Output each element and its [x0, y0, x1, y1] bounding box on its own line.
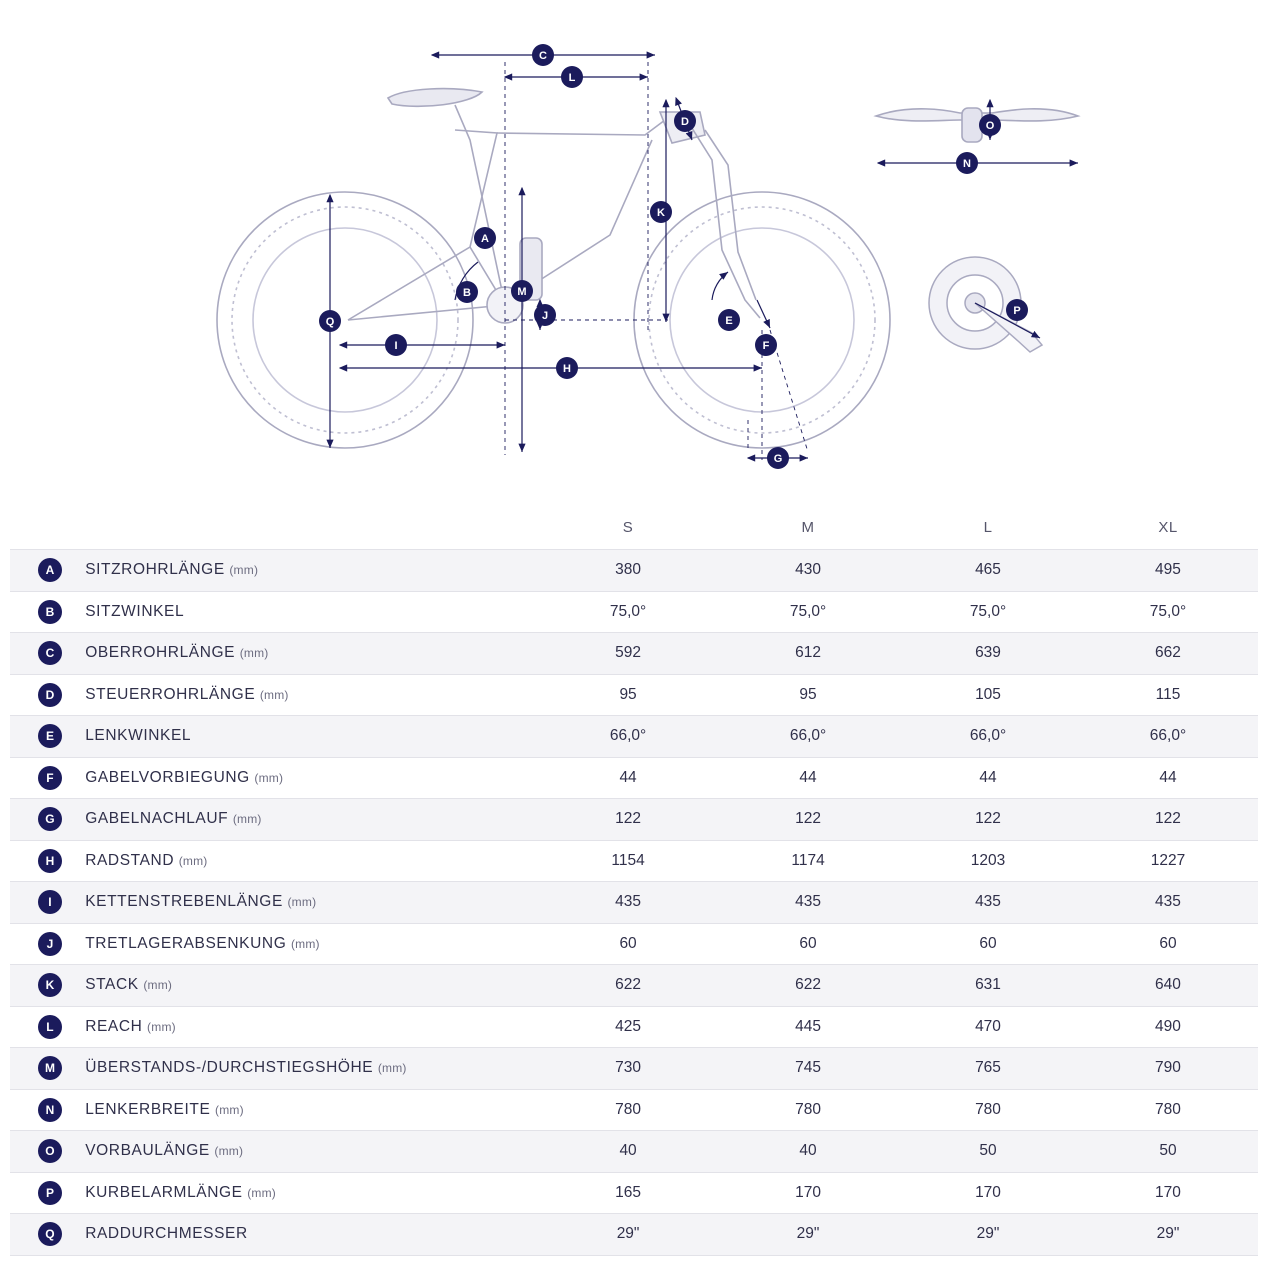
size-label: M	[801, 518, 815, 536]
header-size-l	[898, 505, 1078, 550]
row-unit: (mm)	[143, 978, 173, 993]
value-l: 29"	[898, 1214, 1078, 1256]
svg-text:B: B	[463, 287, 471, 299]
value-xl: 640	[1078, 965, 1258, 1007]
svg-text:K: K	[657, 207, 665, 219]
table-row	[10, 550, 1258, 592]
diagram-callouts	[319, 44, 1028, 469]
row-label	[81, 923, 538, 965]
value-m: 435	[718, 882, 898, 924]
row-label	[81, 633, 538, 675]
svg-text:Q: Q	[325, 316, 335, 328]
badge-d: D	[38, 683, 62, 707]
row-badge	[10, 1006, 81, 1048]
table-row	[10, 1089, 1258, 1131]
svg-text:F: F	[762, 340, 770, 352]
value-m: 170	[718, 1172, 898, 1214]
row-name: KURBELARMLÄNGE	[85, 1183, 243, 1201]
value-m: 95	[718, 674, 898, 716]
value-xl: 50	[1078, 1131, 1258, 1173]
value-l: 105	[898, 674, 1078, 716]
callout-L	[561, 66, 583, 88]
callout-N	[956, 152, 978, 174]
value-l: 170	[898, 1172, 1078, 1214]
row-label	[81, 1214, 538, 1256]
callout-M	[511, 280, 533, 302]
value-s: 95	[538, 674, 718, 716]
value-l: 66,0°	[898, 716, 1078, 758]
row-badge	[10, 716, 81, 758]
svg-text:A: A	[481, 233, 489, 245]
value-xl: 115	[1078, 674, 1258, 716]
row-badge	[10, 757, 81, 799]
table-row	[10, 757, 1258, 799]
row-badge	[10, 882, 81, 924]
row-name: SITZROHRLÄNGE	[85, 561, 225, 579]
callout-O	[979, 114, 1001, 136]
badge-g: G	[38, 807, 62, 831]
row-badge	[10, 1089, 81, 1131]
row-unit: (mm)	[215, 1102, 244, 1117]
badge-m: M	[38, 1056, 62, 1080]
badge-i: I	[38, 890, 62, 914]
value-xl: 29"	[1078, 1214, 1258, 1256]
value-m: 44	[718, 757, 898, 799]
table-row	[10, 799, 1258, 841]
badge-c: C	[38, 641, 62, 665]
row-name: KETTENSTREBENLÄNGE	[85, 893, 283, 911]
row-name: ÜBERSTANDS-/DURCHSTIEGSHÖHE	[85, 1059, 374, 1077]
value-xl: 170	[1078, 1172, 1258, 1214]
row-label	[81, 799, 538, 841]
value-xl: 495	[1078, 550, 1258, 592]
row-label	[81, 591, 538, 633]
table-row	[10, 840, 1258, 882]
row-unit: (mm)	[254, 770, 284, 785]
row-name: REACH	[85, 1017, 143, 1035]
row-unit: (mm)	[247, 1185, 276, 1200]
row-name: LENKERBREITE	[85, 1100, 211, 1118]
table-header-row	[10, 505, 1258, 550]
value-m: 40	[718, 1131, 898, 1173]
bike-outline	[217, 89, 890, 448]
value-s: 380	[538, 550, 718, 592]
row-badge	[10, 591, 81, 633]
value-xl: 75,0°	[1078, 591, 1258, 633]
value-m: 122	[718, 799, 898, 841]
value-xl: 435	[1078, 882, 1258, 924]
value-l: 639	[898, 633, 1078, 675]
table-row	[10, 1048, 1258, 1090]
badge-k: K	[38, 973, 62, 997]
callout-K	[650, 201, 672, 223]
badge-j: J	[38, 932, 62, 956]
value-m: 29"	[718, 1214, 898, 1256]
value-s: 780	[538, 1089, 718, 1131]
value-s: 60	[538, 923, 718, 965]
table-row	[10, 1214, 1258, 1256]
row-badge	[10, 965, 81, 1007]
value-m: 622	[718, 965, 898, 1007]
value-m: 66,0°	[718, 716, 898, 758]
table-row	[10, 716, 1258, 758]
value-l: 470	[898, 1006, 1078, 1048]
row-label	[81, 1089, 538, 1131]
value-l: 50	[898, 1131, 1078, 1173]
row-unit: (mm)	[178, 853, 208, 868]
header-badge-cell	[10, 505, 81, 550]
handlebar-inset	[876, 108, 1078, 142]
badge-o: O	[38, 1139, 62, 1163]
row-name: LENKWINKEL	[85, 727, 192, 745]
value-s: 592	[538, 633, 718, 675]
svg-text:M: M	[517, 286, 527, 298]
value-s: 75,0°	[538, 591, 718, 633]
value-m: 430	[718, 550, 898, 592]
value-xl: 490	[1078, 1006, 1258, 1048]
table-row	[10, 674, 1258, 716]
callout-E	[718, 309, 740, 331]
value-m: 1174	[718, 840, 898, 882]
value-m: 75,0°	[718, 591, 898, 633]
row-name: SITZWINKEL	[85, 602, 185, 620]
value-s: 425	[538, 1006, 718, 1048]
value-m: 612	[718, 633, 898, 675]
geometry-table	[10, 505, 1258, 1256]
callout-B	[456, 281, 478, 303]
value-m: 780	[718, 1089, 898, 1131]
row-badge	[10, 550, 81, 592]
badge-a: A	[38, 558, 62, 582]
svg-text:O: O	[985, 120, 995, 132]
value-l: 1203	[898, 840, 1078, 882]
badge-h: H	[38, 849, 62, 873]
callout-A	[474, 227, 496, 249]
row-unit: (mm)	[229, 563, 259, 578]
value-xl: 66,0°	[1078, 716, 1258, 758]
row-unit: (mm)	[287, 895, 317, 910]
value-s: 40	[538, 1131, 718, 1173]
value-m: 745	[718, 1048, 898, 1090]
row-unit: (mm)	[239, 646, 269, 661]
callout-J	[534, 304, 556, 326]
callout-C	[532, 44, 554, 66]
callout-H	[556, 357, 578, 379]
callout-P	[1006, 299, 1028, 321]
badge-q: Q	[38, 1222, 62, 1246]
table-row	[10, 633, 1258, 675]
badge-b: B	[38, 600, 62, 624]
row-label	[81, 840, 538, 882]
svg-text:H: H	[563, 363, 571, 375]
row-label	[81, 1172, 538, 1214]
value-l: 44	[898, 757, 1078, 799]
header-label-cell	[81, 505, 538, 550]
badge-n: N	[38, 1098, 62, 1122]
row-name: RADDURCHMESSER	[85, 1225, 248, 1243]
value-xl: 662	[1078, 633, 1258, 675]
callout-I	[385, 334, 407, 356]
value-l: 60	[898, 923, 1078, 965]
table-row	[10, 882, 1258, 924]
value-s: 435	[538, 882, 718, 924]
value-l: 122	[898, 799, 1078, 841]
callout-G	[767, 447, 789, 469]
callout-D	[674, 110, 696, 132]
svg-text:P: P	[1013, 305, 1021, 317]
table-row	[10, 1172, 1258, 1214]
row-label	[81, 757, 538, 799]
row-label	[81, 965, 538, 1007]
row-badge	[10, 633, 81, 675]
row-badge	[10, 674, 81, 716]
header-size-xl	[1078, 505, 1258, 550]
value-s: 122	[538, 799, 718, 841]
table-row	[10, 965, 1258, 1007]
svg-text:I: I	[394, 340, 398, 352]
value-l: 465	[898, 550, 1078, 592]
value-s: 622	[538, 965, 718, 1007]
value-l: 75,0°	[898, 591, 1078, 633]
size-label: XL	[1158, 518, 1178, 536]
badge-e: E	[38, 724, 62, 748]
row-label	[81, 716, 538, 758]
value-xl: 790	[1078, 1048, 1258, 1090]
row-badge	[10, 1214, 81, 1256]
value-xl: 122	[1078, 799, 1258, 841]
table-row	[10, 591, 1258, 633]
row-unit: (mm)	[147, 1019, 176, 1034]
row-name: RADSTAND	[85, 851, 175, 869]
row-name: GABELVORBIEGUNG	[85, 768, 250, 786]
row-badge	[10, 1131, 81, 1173]
value-s: 44	[538, 757, 718, 799]
value-s: 29"	[538, 1214, 718, 1256]
bike-geometry-diagram	[0, 0, 1268, 500]
row-name: GABELNACHLAUF	[85, 810, 229, 828]
row-unit: (mm)	[214, 1144, 244, 1159]
svg-text:E: E	[725, 315, 733, 327]
row-unit: (mm)	[377, 1061, 407, 1076]
row-name: STEUERROHRLÄNGE	[85, 685, 256, 703]
svg-text:G: G	[773, 453, 783, 465]
svg-text:D: D	[681, 116, 689, 128]
value-l: 765	[898, 1048, 1078, 1090]
row-name: TRETLAGERABSENKUNG	[85, 934, 287, 952]
row-label	[81, 1006, 538, 1048]
value-m: 60	[718, 923, 898, 965]
row-label	[81, 882, 538, 924]
value-s: 165	[538, 1172, 718, 1214]
value-m: 445	[718, 1006, 898, 1048]
row-unit: (mm)	[290, 936, 320, 951]
badge-f: F	[38, 766, 62, 790]
row-badge	[10, 840, 81, 882]
value-l: 780	[898, 1089, 1078, 1131]
row-label	[81, 550, 538, 592]
callout-F	[755, 334, 777, 356]
value-xl: 44	[1078, 757, 1258, 799]
row-badge	[10, 923, 81, 965]
row-badge	[10, 1172, 81, 1214]
size-label: L	[983, 518, 993, 536]
row-badge	[10, 799, 81, 841]
svg-text:C: C	[539, 50, 547, 62]
value-s: 730	[538, 1048, 718, 1090]
table-row	[10, 1006, 1258, 1048]
row-name: OBERROHRLÄNGE	[85, 644, 236, 662]
table-row	[10, 923, 1258, 965]
value-l: 631	[898, 965, 1078, 1007]
row-unit: (mm)	[259, 687, 289, 702]
value-s: 66,0°	[538, 716, 718, 758]
svg-text:N: N	[963, 158, 971, 170]
table-row	[10, 1131, 1258, 1173]
geometry-table-body	[10, 505, 1258, 1255]
value-xl: 1227	[1078, 840, 1258, 882]
badge-p: P	[38, 1181, 62, 1205]
row-label	[81, 674, 538, 716]
header-size-m	[718, 505, 898, 550]
badge-l: L	[38, 1015, 62, 1039]
row-name: STACK	[85, 976, 139, 994]
row-label	[81, 1131, 538, 1173]
value-l: 435	[898, 882, 1078, 924]
value-s: 1154	[538, 840, 718, 882]
row-label	[81, 1048, 538, 1090]
header-size-s	[538, 505, 718, 550]
size-label: S	[622, 518, 634, 536]
svg-text:L: L	[568, 72, 576, 84]
row-badge	[10, 1048, 81, 1090]
row-name: VORBAULÄNGE	[85, 1142, 210, 1160]
svg-text:J: J	[541, 310, 549, 322]
callout-Q	[319, 310, 341, 332]
value-xl: 60	[1078, 923, 1258, 965]
value-xl: 780	[1078, 1089, 1258, 1131]
row-unit: (mm)	[232, 812, 262, 827]
